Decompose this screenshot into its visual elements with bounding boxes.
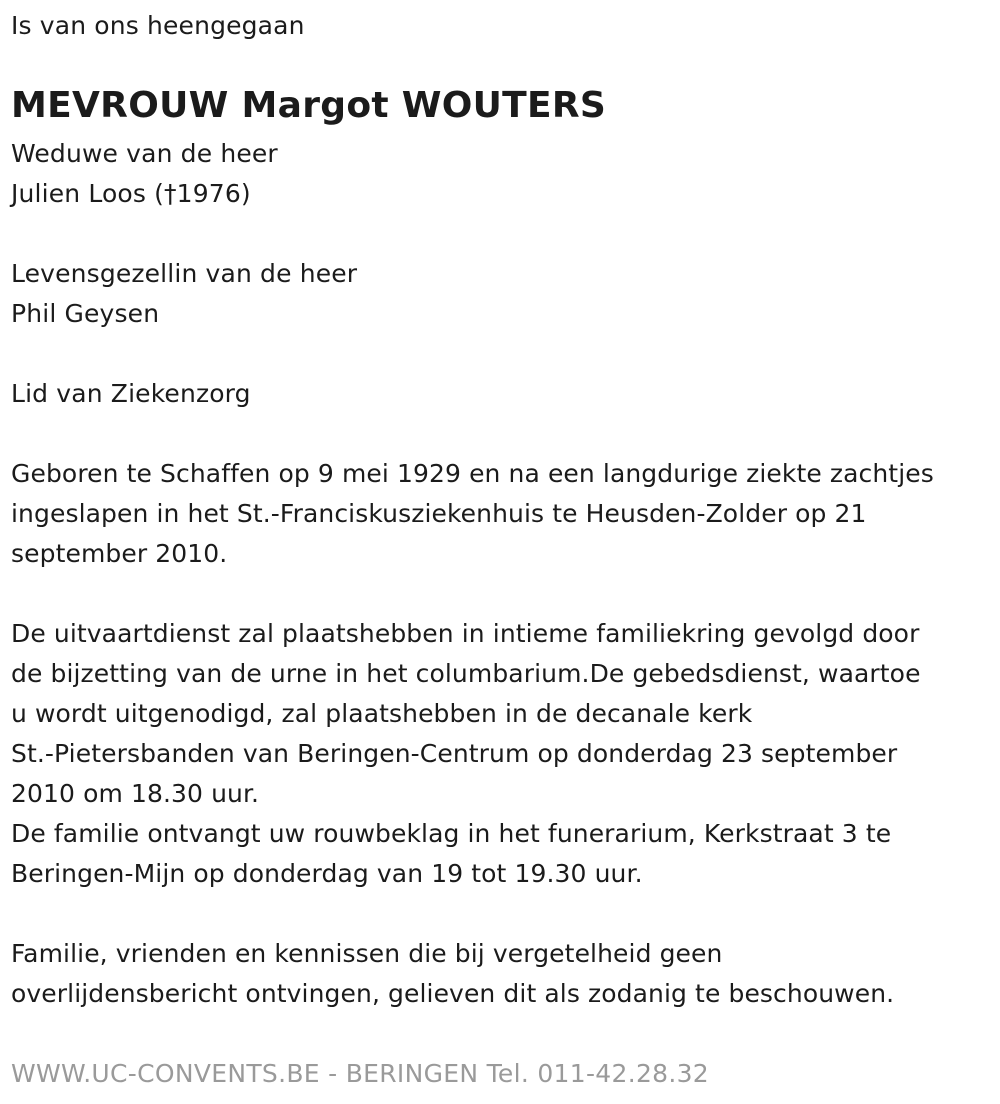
deceased-name: MEVROUW Margot WOUTERS <box>11 85 607 126</box>
spouse-name: Julien Loos (†1976) <box>11 179 251 208</box>
closing-line: Familie, vrienden en kennissen die bij vergetelheid geen <box>11 939 723 968</box>
partner-block <box>11 254 986 334</box>
service-line: Beringen-Mijn op donderdag van 19 tot 19.30 uur. <box>11 859 643 888</box>
membership-text: Lid van Ziekenzorg <box>11 379 251 408</box>
birth-death-line: september 2010. <box>11 539 228 568</box>
relations-block <box>11 134 986 214</box>
birth-death-line: Geboren te Schaffen op 9 mei 1929 en na een langdurige ziekte zachtjes <box>11 459 934 488</box>
service-line: u wordt uitgenodigd, zal plaatshebben in de decanale kerk <box>11 699 753 728</box>
membership-block <box>11 374 986 414</box>
service-line: De uitvaartdienst zal plaatshebben in intieme familiekring gevolgd door <box>11 619 920 648</box>
service-paragraph <box>11 614 986 894</box>
service-line: de bijzetting van de urne in het columbarium.De gebedsdienst, waartoe <box>11 659 921 688</box>
service-line: De familie ontvangt uw rouwbeklag in het funerarium, Kerkstraat 3 te <box>11 819 892 848</box>
service-line: 2010 om 18.30 uur. <box>11 779 260 808</box>
partner-label: Levensgezellin van de heer <box>11 259 358 288</box>
closing-paragraph <box>11 934 986 1014</box>
birth-death-paragraph <box>11 454 986 574</box>
footer-contact: WWW.UC-CONVENTS.BE - BERINGEN Tel. 011-42.28.32 <box>11 1059 710 1088</box>
birth-death-line: ingeslapen in het St.-Franciskusziekenhuis te Heusden-Zolder op 21 <box>11 499 867 528</box>
service-line: St.-Pietersbanden van Beringen-Centrum op donderdag 23 september <box>11 739 898 768</box>
widow-of-label: Weduwe van de heer <box>11 139 278 168</box>
closing-line: overlijdensbericht ontvingen, gelieven dit als zodanig te beschouwen. <box>11 979 895 1008</box>
intro-text: Is van ons heengegaan <box>11 11 305 40</box>
partner-name: Phil Geysen <box>11 299 160 328</box>
